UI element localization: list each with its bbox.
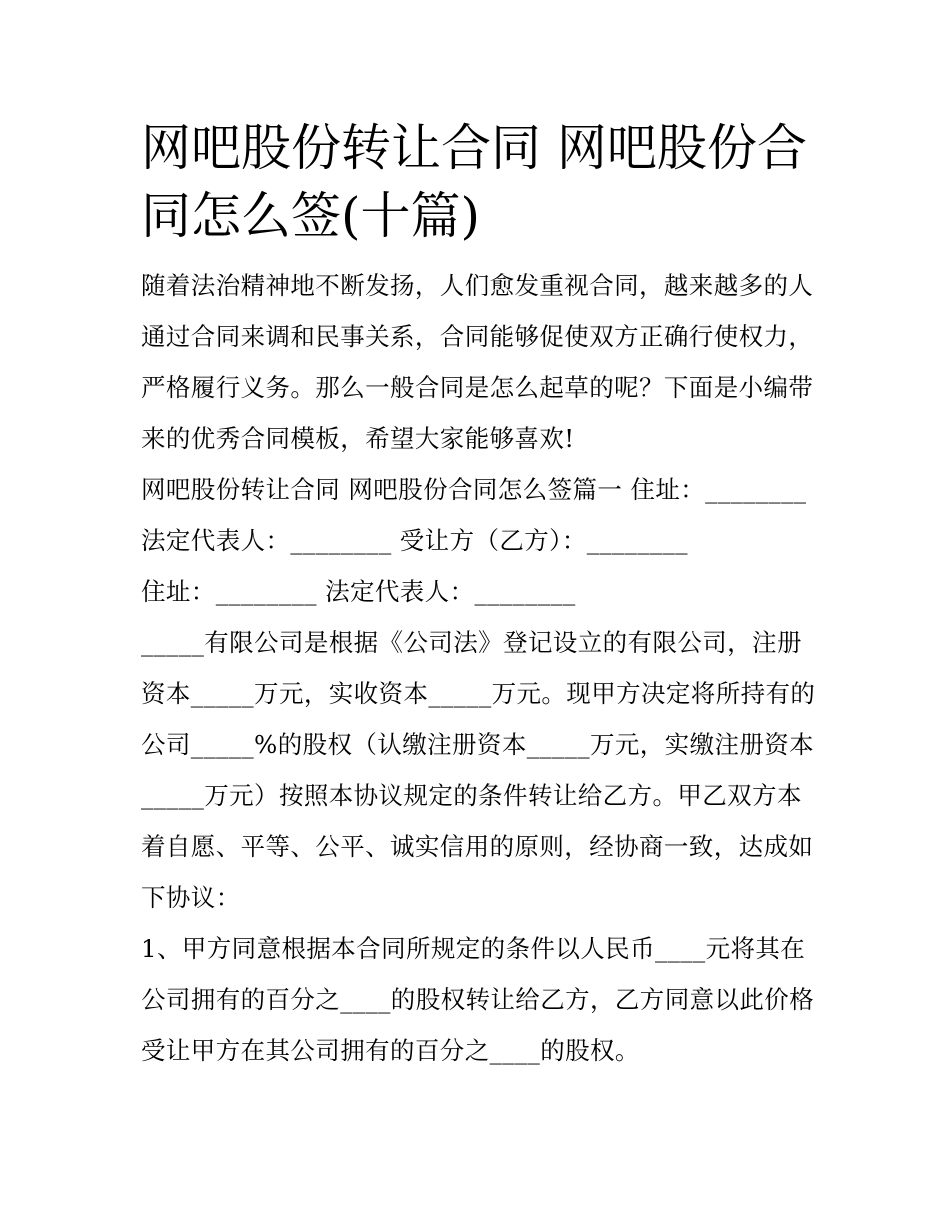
contract-line: 公司_____%的股权（认缴注册资本_____万元，实缴注册资本	[141, 730, 815, 759]
contract-line: _____万元）按照本协议规定的条件转让给乙方。甲乙双方本	[141, 781, 802, 810]
document-title	[141, 114, 831, 250]
intro-line: 来的优秀合同模板，希望大家能够喜欢!	[141, 424, 575, 453]
contract-line: _____有限公司是根据《公司法》登记设立的有限公司，注册	[141, 628, 802, 657]
intro-line: 随着法治精神地不断发扬，人们愈发重视合同，越来越多的人	[141, 271, 814, 300]
contract-line: 法定代表人：________ 受让方（乙方）：________	[141, 526, 688, 555]
title-line: 网吧股份转让合同 网吧股份合	[141, 119, 807, 177]
title-line: 同怎么签(十篇)	[141, 187, 481, 245]
contract-line: 受让甲方在其公司拥有的百分之____的股权。	[141, 1036, 640, 1065]
contract-line: 网吧股份转让合同 网吧股份合同怎么签篇一 住址：________	[141, 475, 807, 504]
contract-line: 1、甲方同意根据本合同所规定的条件以人民币____元将其在	[141, 934, 806, 963]
contract-line: 住址：________ 法定代表人：________	[141, 577, 576, 606]
document-content	[141, 114, 831, 1076]
contract-line: 公司拥有的百分之____的股权转让给乙方，乙方同意以此价格	[141, 985, 815, 1014]
intro-paragraph	[141, 260, 831, 464]
contract-body	[141, 464, 831, 1076]
intro-line: 通过合同来调和民事关系，合同能够促使双方正确行使权力，	[141, 322, 814, 351]
contract-line: 着自愿、平等、公平、诚实信用的原则，经协商一致，达成如	[141, 832, 814, 861]
intro-line: 严格履行义务。那么一般合同是怎么起草的呢？下面是小编带	[141, 373, 814, 402]
contract-line: 资本_____万元，实收资本_____万元。现甲方决定将所持有的	[141, 679, 816, 708]
contract-line: 下协议：	[141, 883, 241, 912]
